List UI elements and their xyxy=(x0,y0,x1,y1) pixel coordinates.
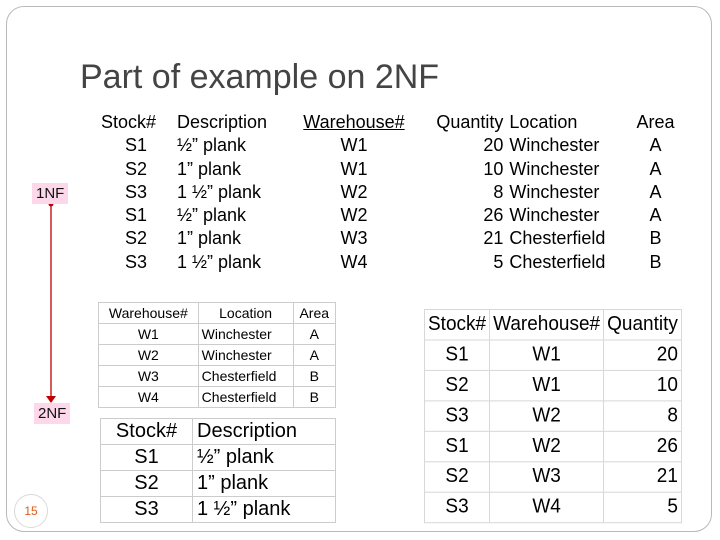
table-cell: Winchester xyxy=(509,135,600,156)
table-cell: S2 xyxy=(124,158,148,179)
table-cell: S1 xyxy=(124,205,148,226)
table-cell: S2 xyxy=(101,471,193,497)
table-cell: 8 xyxy=(493,181,504,202)
table-row xyxy=(98,251,682,274)
table-stock xyxy=(100,418,336,523)
table-cell: W1 xyxy=(490,370,604,400)
table-row xyxy=(425,431,682,461)
table-cell: 26 xyxy=(483,205,504,226)
table-row xyxy=(98,158,682,181)
table-cell: W2 xyxy=(340,205,368,226)
table-cell: Chesterfield xyxy=(198,387,293,408)
table-cell: S3 xyxy=(124,181,148,202)
table-cell: S1 xyxy=(101,445,193,471)
table-cell: Winchester xyxy=(198,324,293,345)
table-cell: S3 xyxy=(101,497,193,523)
table-cell: 21 xyxy=(483,228,504,249)
column-header: Location xyxy=(509,112,578,132)
table-cell: W1 xyxy=(340,158,368,179)
table-cell: 10 xyxy=(604,370,682,400)
column-header: Quantity xyxy=(604,310,682,340)
table-cell: S1 xyxy=(124,135,148,156)
table-cell: A xyxy=(293,345,335,366)
page-number: 15 xyxy=(14,494,48,528)
table-cell: 5 xyxy=(604,492,682,522)
table-1nf xyxy=(98,111,682,274)
column-header: Area xyxy=(636,112,675,132)
table-cell: A xyxy=(649,181,662,202)
column-header: Stock# xyxy=(101,419,193,445)
table-cell: Winchester xyxy=(509,205,600,226)
table-cell: Winchester xyxy=(509,181,600,202)
table-cell: Winchester xyxy=(509,158,600,179)
table-cell: S3 xyxy=(425,401,490,431)
table-cell: 1” plank xyxy=(177,158,242,179)
table-cell: S2 xyxy=(425,462,490,492)
table-cell: ½” plank xyxy=(193,445,336,471)
table-row xyxy=(98,134,682,157)
table-cell: S3 xyxy=(124,251,148,272)
table-cell: W1 xyxy=(340,135,368,156)
table-cell: B xyxy=(293,366,335,387)
table-cell: B xyxy=(649,228,662,249)
column-header: Location xyxy=(198,303,293,324)
table-row xyxy=(425,492,682,522)
table-cell: 1” plank xyxy=(193,471,336,497)
table-row xyxy=(425,370,682,400)
table-cell: W2 xyxy=(99,345,199,366)
column-header: Area xyxy=(293,303,335,324)
column-header: Warehouse# xyxy=(303,112,405,132)
table-cell: 1 ½” plank xyxy=(177,181,262,202)
column-header: Warehouse# xyxy=(490,310,604,340)
table-header-row xyxy=(101,419,336,445)
column-header: Stock# xyxy=(425,310,490,340)
tag-2nf: 2NF xyxy=(34,403,70,424)
table-row xyxy=(425,462,682,492)
table-row xyxy=(98,227,682,250)
table-cell: W1 xyxy=(490,340,604,370)
table-row xyxy=(99,324,336,345)
table-header-row xyxy=(425,310,682,340)
slide-title: Part of example on 2NF xyxy=(80,58,440,96)
table-cell: W2 xyxy=(340,181,368,202)
table-cell: W4 xyxy=(490,492,604,522)
table-cell: 21 xyxy=(604,462,682,492)
table-cell: ½” plank xyxy=(177,135,247,156)
table-row xyxy=(425,340,682,370)
table-row xyxy=(101,497,336,523)
table-cell: 1” plank xyxy=(177,228,242,249)
table-stock-warehouse xyxy=(424,309,682,523)
table-row xyxy=(98,204,682,227)
table-header-row xyxy=(98,111,682,134)
table-cell: B xyxy=(649,251,662,272)
table-cell: 1 ½” plank xyxy=(193,497,336,523)
column-header: Description xyxy=(177,112,268,132)
table-row xyxy=(101,471,336,497)
table-cell: S2 xyxy=(124,228,148,249)
table-cell: W2 xyxy=(490,401,604,431)
table-row xyxy=(99,366,336,387)
table-cell: Winchester xyxy=(198,345,293,366)
table-header-row xyxy=(99,303,336,324)
table-cell: 8 xyxy=(604,401,682,431)
table-cell: A xyxy=(649,135,662,156)
table-cell: S1 xyxy=(425,431,490,461)
column-header: Description xyxy=(193,419,336,445)
table-cell: B xyxy=(293,387,335,408)
table-cell: S3 xyxy=(425,492,490,522)
table-cell: Chesterfield xyxy=(198,366,293,387)
table-cell: W1 xyxy=(99,324,199,345)
table-cell: 5 xyxy=(493,251,504,272)
table-cell: ½” plank xyxy=(177,205,247,226)
table-cell: W3 xyxy=(490,462,604,492)
table-warehouse xyxy=(98,302,336,408)
table-cell: W4 xyxy=(99,387,199,408)
table-row xyxy=(98,181,682,204)
table-cell: A xyxy=(649,158,662,179)
column-header: Stock# xyxy=(101,112,157,132)
table-row xyxy=(99,345,336,366)
table-cell: A xyxy=(649,205,662,226)
table-row xyxy=(425,401,682,431)
table-cell: 26 xyxy=(604,431,682,461)
table-row xyxy=(99,387,336,408)
table-cell: A xyxy=(293,324,335,345)
table-cell: Chesterfield xyxy=(509,228,606,249)
table-cell: S2 xyxy=(425,370,490,400)
table-cell: W4 xyxy=(340,251,368,272)
column-header: Quantity xyxy=(436,112,504,132)
tag-1nf: 1NF xyxy=(32,183,68,204)
table-cell: 1 ½” plank xyxy=(177,251,262,272)
table-cell: W2 xyxy=(490,431,604,461)
column-header: Warehouse# xyxy=(99,303,199,324)
table-cell: 20 xyxy=(604,340,682,370)
table-cell: W3 xyxy=(99,366,199,387)
table-cell: W3 xyxy=(340,228,368,249)
table-cell: 10 xyxy=(483,158,504,179)
table-row xyxy=(101,445,336,471)
table-cell: S1 xyxy=(425,340,490,370)
table-cell: Chesterfield xyxy=(509,251,606,272)
table-cell: 20 xyxy=(483,135,504,156)
